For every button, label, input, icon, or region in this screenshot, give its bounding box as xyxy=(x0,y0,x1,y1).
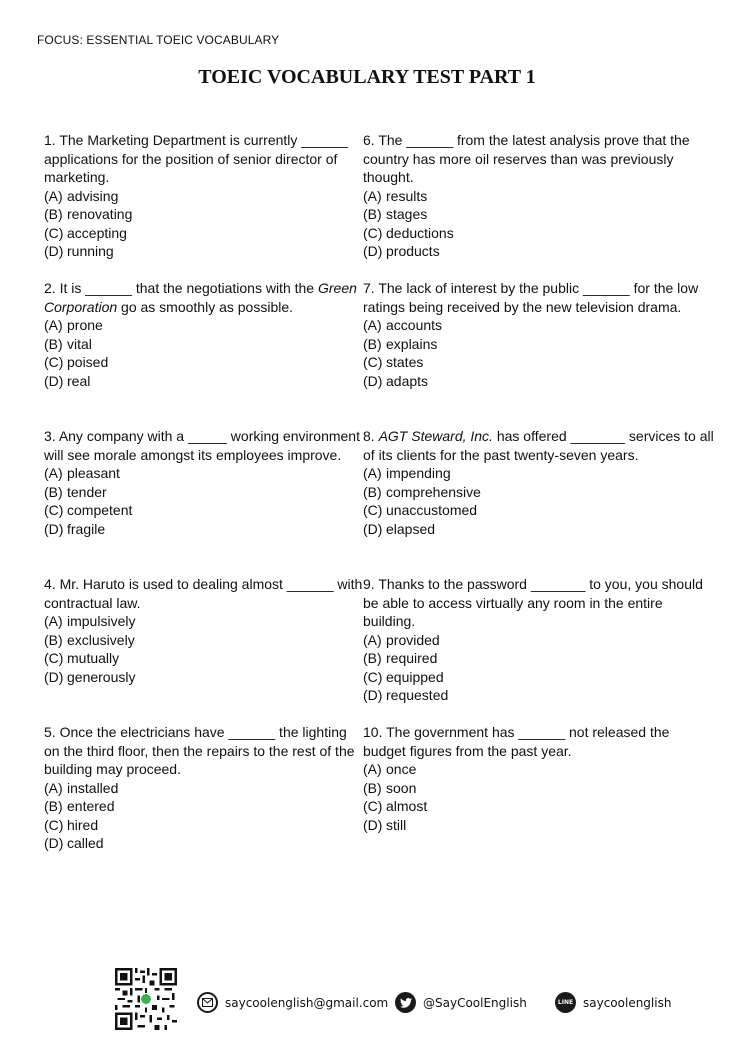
answer-option[interactable] xyxy=(44,834,363,853)
answer-option[interactable] xyxy=(44,816,363,835)
option-text: prone xyxy=(67,317,103,333)
answer-option[interactable] xyxy=(363,372,714,391)
option-letter: (C) xyxy=(363,354,383,370)
answer-option[interactable] xyxy=(363,797,714,816)
option-letter: (D) xyxy=(363,243,383,259)
answer-option[interactable] xyxy=(363,316,714,335)
option-letter: (A) xyxy=(363,761,382,777)
question-stem xyxy=(44,279,363,316)
option-text: running xyxy=(67,243,114,259)
option-text: accounts xyxy=(386,317,443,333)
option-letter: (B) xyxy=(363,650,382,666)
option-letter: (A) xyxy=(363,465,382,481)
option-letter: (D) xyxy=(44,835,64,851)
stem-text: Thanks to the password _______ to you, you should be able to access virtually any room in the entire building. xyxy=(363,576,703,629)
question-row xyxy=(44,575,714,723)
option-letter: (A) xyxy=(363,631,382,648)
stem-text: It is ______ that the negotiations with the xyxy=(59,280,318,296)
stem-text: The Marketing Department is currently ______ applications for the position of senior director of marketing. xyxy=(44,132,349,185)
option-text: advising xyxy=(67,187,119,204)
answer-option[interactable] xyxy=(44,483,363,502)
option-text: almost xyxy=(386,798,428,814)
answer-option[interactable] xyxy=(363,779,714,798)
option-letter: (A) xyxy=(44,779,63,796)
question-8 xyxy=(363,427,714,575)
question-row xyxy=(44,131,714,279)
option-letter: (B) xyxy=(44,798,63,814)
answer-option[interactable] xyxy=(44,372,363,391)
option-letter: (C) xyxy=(44,650,64,666)
page-title: TOEIC VOCABULARY TEST PART 1 xyxy=(198,66,536,88)
email-text: saycoolenglish@gmail.com xyxy=(225,995,389,1010)
question-stem xyxy=(363,723,714,760)
option-letter: (A) xyxy=(363,317,382,333)
answer-option[interactable] xyxy=(44,205,363,224)
option-text: comprehensive xyxy=(386,483,481,500)
answer-option[interactable] xyxy=(44,316,363,335)
option-letter: (B) xyxy=(44,335,63,352)
question-stem xyxy=(44,575,363,612)
answer-option[interactable] xyxy=(363,686,714,705)
question-number: 6. xyxy=(363,132,375,148)
option-text: soon xyxy=(386,779,417,796)
option-letter: (C) xyxy=(363,798,383,814)
option-text: states xyxy=(386,354,424,370)
option-letter: (B) xyxy=(363,206,382,222)
question-number: 10. xyxy=(363,724,383,740)
question-4 xyxy=(44,575,363,723)
option-text: elapsed xyxy=(386,520,436,537)
stem-text: The government has ______ not released the budget figures from the past year. xyxy=(363,724,670,759)
option-text: explains xyxy=(386,335,438,352)
line-handle: saycoolenglish xyxy=(583,995,672,1010)
option-text: exclusively xyxy=(67,631,135,648)
question-3 xyxy=(44,427,363,575)
stem-text: Mr. Haruto is used to dealing almost ______ with contractual law. xyxy=(44,576,363,611)
option-text: pleasant xyxy=(67,465,120,481)
option-text: renovating xyxy=(67,206,133,222)
option-text: impulsively xyxy=(67,613,136,629)
option-letter: (D) xyxy=(363,520,383,537)
option-text: adapts xyxy=(386,372,429,389)
option-letter: (A) xyxy=(363,187,382,204)
question-stem xyxy=(44,427,363,464)
line-icon: LINE xyxy=(555,992,576,1013)
option-text: called xyxy=(67,835,104,851)
option-text: provided xyxy=(386,631,440,648)
option-text: impending xyxy=(386,465,451,481)
qr-code-icon xyxy=(115,968,177,1030)
email-contact[interactable] xyxy=(197,992,388,1013)
answer-option[interactable] xyxy=(363,816,714,835)
question-number: 8. xyxy=(363,428,375,444)
answer-option[interactable] xyxy=(363,205,714,224)
answer-option[interactable] xyxy=(363,224,714,243)
stem-text: The lack of interest by the public ______ for the low ratings being received by the new television drama. xyxy=(363,280,699,315)
option-text: products xyxy=(386,243,440,259)
option-letter: (A) xyxy=(44,613,63,629)
stem-text: has offered _______ services to all of its clients for the past twenty-seven years. xyxy=(363,428,714,463)
option-letter: (B) xyxy=(44,206,63,222)
option-text: real xyxy=(67,372,91,389)
option-text: stages xyxy=(386,206,428,222)
question-stem xyxy=(363,575,714,631)
question-row xyxy=(44,279,714,427)
answer-option[interactable] xyxy=(363,335,714,354)
option-letter: (D) xyxy=(44,243,64,259)
answer-option[interactable] xyxy=(44,612,363,631)
option-text: vital xyxy=(67,335,92,352)
option-text: mutually xyxy=(67,650,120,666)
stem-italic-text: Green Corporation xyxy=(44,280,357,315)
answer-option[interactable] xyxy=(44,668,363,687)
answer-option[interactable] xyxy=(44,520,363,539)
option-text: deductions xyxy=(386,224,454,241)
option-letter: (B) xyxy=(44,631,63,648)
question-number: 4. xyxy=(44,576,56,592)
option-text: required xyxy=(386,650,438,666)
option-letter: (C) xyxy=(363,224,383,241)
answer-option[interactable] xyxy=(363,501,714,520)
option-text: still xyxy=(386,816,407,833)
line-contact[interactable] xyxy=(555,992,671,1013)
option-text: tender xyxy=(67,483,107,500)
question-row xyxy=(44,723,714,871)
answer-option[interactable] xyxy=(363,668,714,687)
option-text: accepting xyxy=(67,224,127,241)
answer-option[interactable] xyxy=(363,631,714,650)
option-letter: (D) xyxy=(363,687,383,703)
stem-text: Once the electricians have ______ the lighting on the third floor, then the repairs to the rest of the building may proceed. xyxy=(44,724,355,777)
option-letter: (D) xyxy=(44,372,64,389)
answer-option[interactable] xyxy=(363,760,714,779)
question-5 xyxy=(44,723,363,871)
answer-option[interactable] xyxy=(44,353,363,372)
question-stem xyxy=(363,427,714,464)
question-stem xyxy=(44,723,363,779)
answer-option[interactable] xyxy=(44,187,363,206)
question-1 xyxy=(44,131,363,279)
question-2 xyxy=(44,279,363,427)
option-letter: (B) xyxy=(363,483,382,500)
stem-text: Any company with a _____ working environment will see morale amongst its employees improve. xyxy=(44,428,360,463)
option-letter: (A) xyxy=(44,465,63,481)
answer-option[interactable] xyxy=(44,779,363,798)
option-letter: (A) xyxy=(44,317,63,333)
question-number: 2. xyxy=(44,280,56,296)
question-9 xyxy=(363,575,714,723)
option-text: hired xyxy=(67,816,99,833)
option-letter: (D) xyxy=(363,816,383,833)
option-letter: (C) xyxy=(44,224,64,241)
twitter-handle: @SayCoolEnglish xyxy=(423,995,527,1010)
option-letter: (B) xyxy=(363,779,382,796)
question-number: 9. xyxy=(363,576,375,592)
stem-text: go as smoothly as possible. xyxy=(117,298,294,315)
question-7 xyxy=(363,279,714,427)
answer-option[interactable] xyxy=(44,797,363,816)
option-text: results xyxy=(386,187,428,204)
question-number: 1. xyxy=(44,132,56,148)
option-text: entered xyxy=(67,798,115,814)
answer-option[interactable] xyxy=(44,224,363,243)
twitter-icon xyxy=(395,992,416,1013)
option-text: installed xyxy=(67,779,119,796)
answer-option[interactable] xyxy=(44,649,363,668)
answer-option[interactable] xyxy=(363,649,714,668)
twitter-contact[interactable] xyxy=(395,992,527,1013)
answer-option[interactable] xyxy=(363,187,714,206)
option-text: unaccustomed xyxy=(386,502,478,518)
answer-option[interactable] xyxy=(363,483,714,502)
option-letter: (C) xyxy=(44,354,64,370)
stem-italic-text: AGT Steward, Inc. xyxy=(378,428,493,444)
answer-option[interactable] xyxy=(44,631,363,650)
question-number: 7. xyxy=(363,280,375,296)
option-letter: (C) xyxy=(44,502,64,518)
option-text: generously xyxy=(67,668,136,685)
question-stem xyxy=(44,131,363,187)
question-6 xyxy=(363,131,714,279)
answer-option[interactable] xyxy=(363,242,714,261)
option-letter: (C) xyxy=(363,668,383,685)
option-letter: (B) xyxy=(363,335,382,352)
question-row xyxy=(44,427,714,575)
option-letter: (D) xyxy=(44,668,64,685)
question-stem xyxy=(363,131,714,187)
answer-option[interactable] xyxy=(44,242,363,261)
answer-option[interactable] xyxy=(44,464,363,483)
header-focus-label: FOCUS: ESSENTIAL TOEIC VOCABULARY xyxy=(37,33,280,47)
footer xyxy=(115,968,675,1032)
answer-option[interactable] xyxy=(44,501,363,520)
option-letter: (C) xyxy=(44,816,64,833)
question-number: 3. xyxy=(44,428,56,444)
stem-text: The ______ from the latest analysis prove that the country has more oil reserves than was previously thought. xyxy=(363,132,690,185)
option-text: equipped xyxy=(386,668,444,685)
answer-option[interactable] xyxy=(363,520,714,539)
option-text: competent xyxy=(67,502,133,518)
option-text: requested xyxy=(386,687,449,703)
option-letter: (D) xyxy=(363,372,383,389)
option-text: once xyxy=(386,761,417,777)
answer-option[interactable] xyxy=(44,335,363,354)
question-grid xyxy=(44,131,714,871)
question-10 xyxy=(363,723,714,871)
answer-option[interactable] xyxy=(363,464,714,483)
option-letter: (D) xyxy=(44,520,64,537)
option-letter: (C) xyxy=(363,502,383,518)
option-text: fragile xyxy=(67,520,106,537)
email-icon xyxy=(197,992,218,1013)
option-letter: (B) xyxy=(44,483,63,500)
option-text: poised xyxy=(67,354,109,370)
question-number: 5. xyxy=(44,724,56,740)
question-stem xyxy=(363,279,714,316)
option-letter: (A) xyxy=(44,187,63,204)
answer-option[interactable] xyxy=(363,353,714,372)
